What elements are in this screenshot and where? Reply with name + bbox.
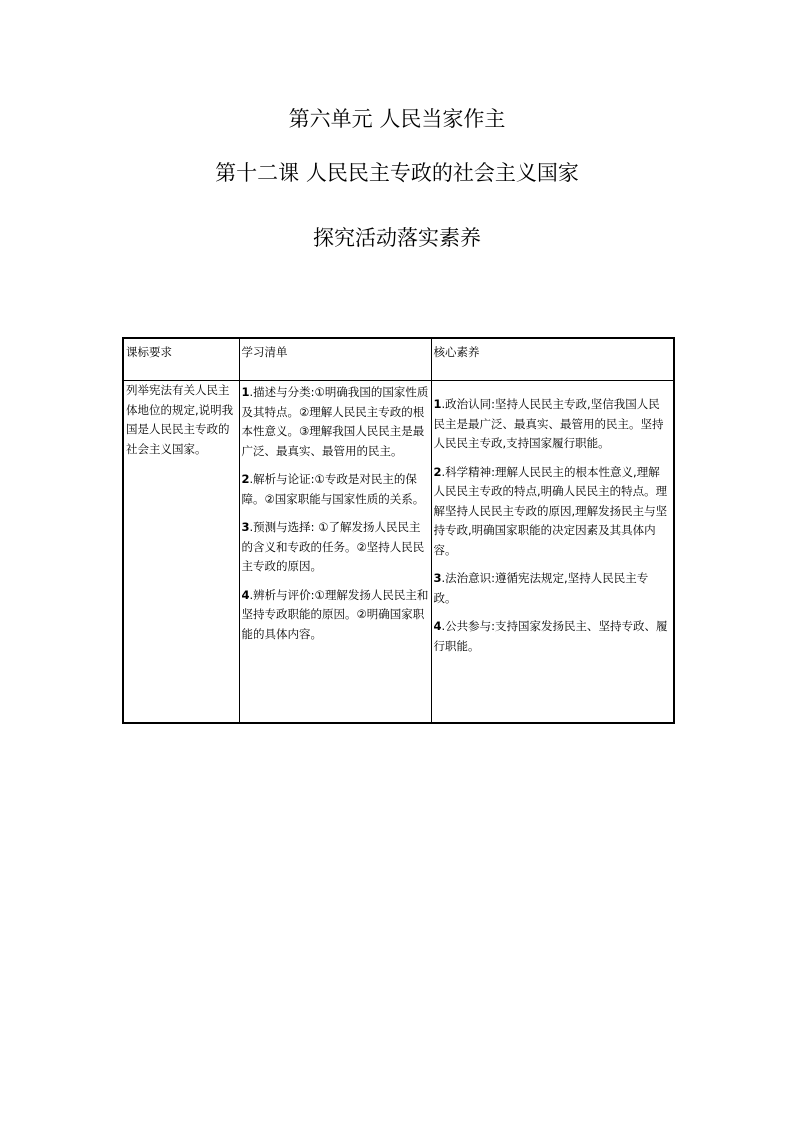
literacy-item [434,395,672,454]
table-header-row [123,338,674,381]
study-item-number: 1 [241,385,250,399]
literacy-item-number: 4 [433,619,442,633]
study-item-number: 4 [241,587,250,602]
literacy-item-number: 2 [433,464,442,479]
study-item-number: 2 [241,472,250,486]
literacy-item-number: 3 [433,571,442,585]
curriculum-table [122,337,675,724]
study-list-cell [239,381,431,724]
literacy-item-text: .法治意识:遵循宪法规定,坚持人民民主专政。 [433,571,649,605]
header-study-list: 学习清单 [239,338,431,381]
literacy-item-text: .政治认同:坚持人民民主专政,坚信我国人民民主是最广泛、最真实、最管用的民主。坚持人民民主专政,支持国家履行职能。 [433,397,664,450]
requirement-text: 列举宪法有关人民主体地位的规定,说明我国是人民民主专政的社会主义国家。 [126,383,234,456]
study-item-text: .描述与分类:①明确我国的国家性质及其特点。②理解人民民主专政的根本性意义。③理解我国人民民主是最广泛、最真实、最管用的民主。 [241,385,429,458]
study-item-text: .解析与论证:①专政是对民主的保障。②国家职能与国家性质的关系。 [241,472,425,506]
table-row [123,381,674,724]
literacy-item-number: 1 [433,397,442,411]
study-item [242,470,429,509]
literacy-item-text: .科学精神:理解人民民主的根本性意义,理解人民民主专政的特点,明确人民民主的特点。理解坚持人民民主专政的原因,理解发扬民主与坚持专政,明确国家职能的决定因素及其具体内容。 [433,464,668,557]
requirement-cell [123,381,239,724]
header-requirement: 课标要求 [123,338,239,381]
core-literacy-cell [431,381,674,724]
literacy-item [434,569,672,608]
lesson-title: 第十二课 人民民主专政的社会主义国家 [215,161,579,185]
study-item [242,586,429,645]
literacy-item [434,463,672,561]
study-item-number: 3 [241,520,250,534]
header-core-literacy: 核心素养 [431,338,674,381]
study-item-text: .预测与选择: ①了解发扬人民民主的含义和专政的任务。②坚持人民民主专政的原因。 [241,520,425,573]
literacy-item [434,617,672,656]
study-item-text: .辨析与评价:①理解发扬人民民主和坚持专政职能的原因。②明确国家职能的具体内容。 [241,587,429,641]
unit-title: 第六单元 人民当家作主 [288,107,506,131]
literacy-item-text: .公共参与:支持国家发扬民主、坚持专政、履行职能。 [433,619,668,653]
study-item [242,518,429,577]
study-item [242,383,429,461]
section-title: 探究活动落实素养 [313,226,481,250]
